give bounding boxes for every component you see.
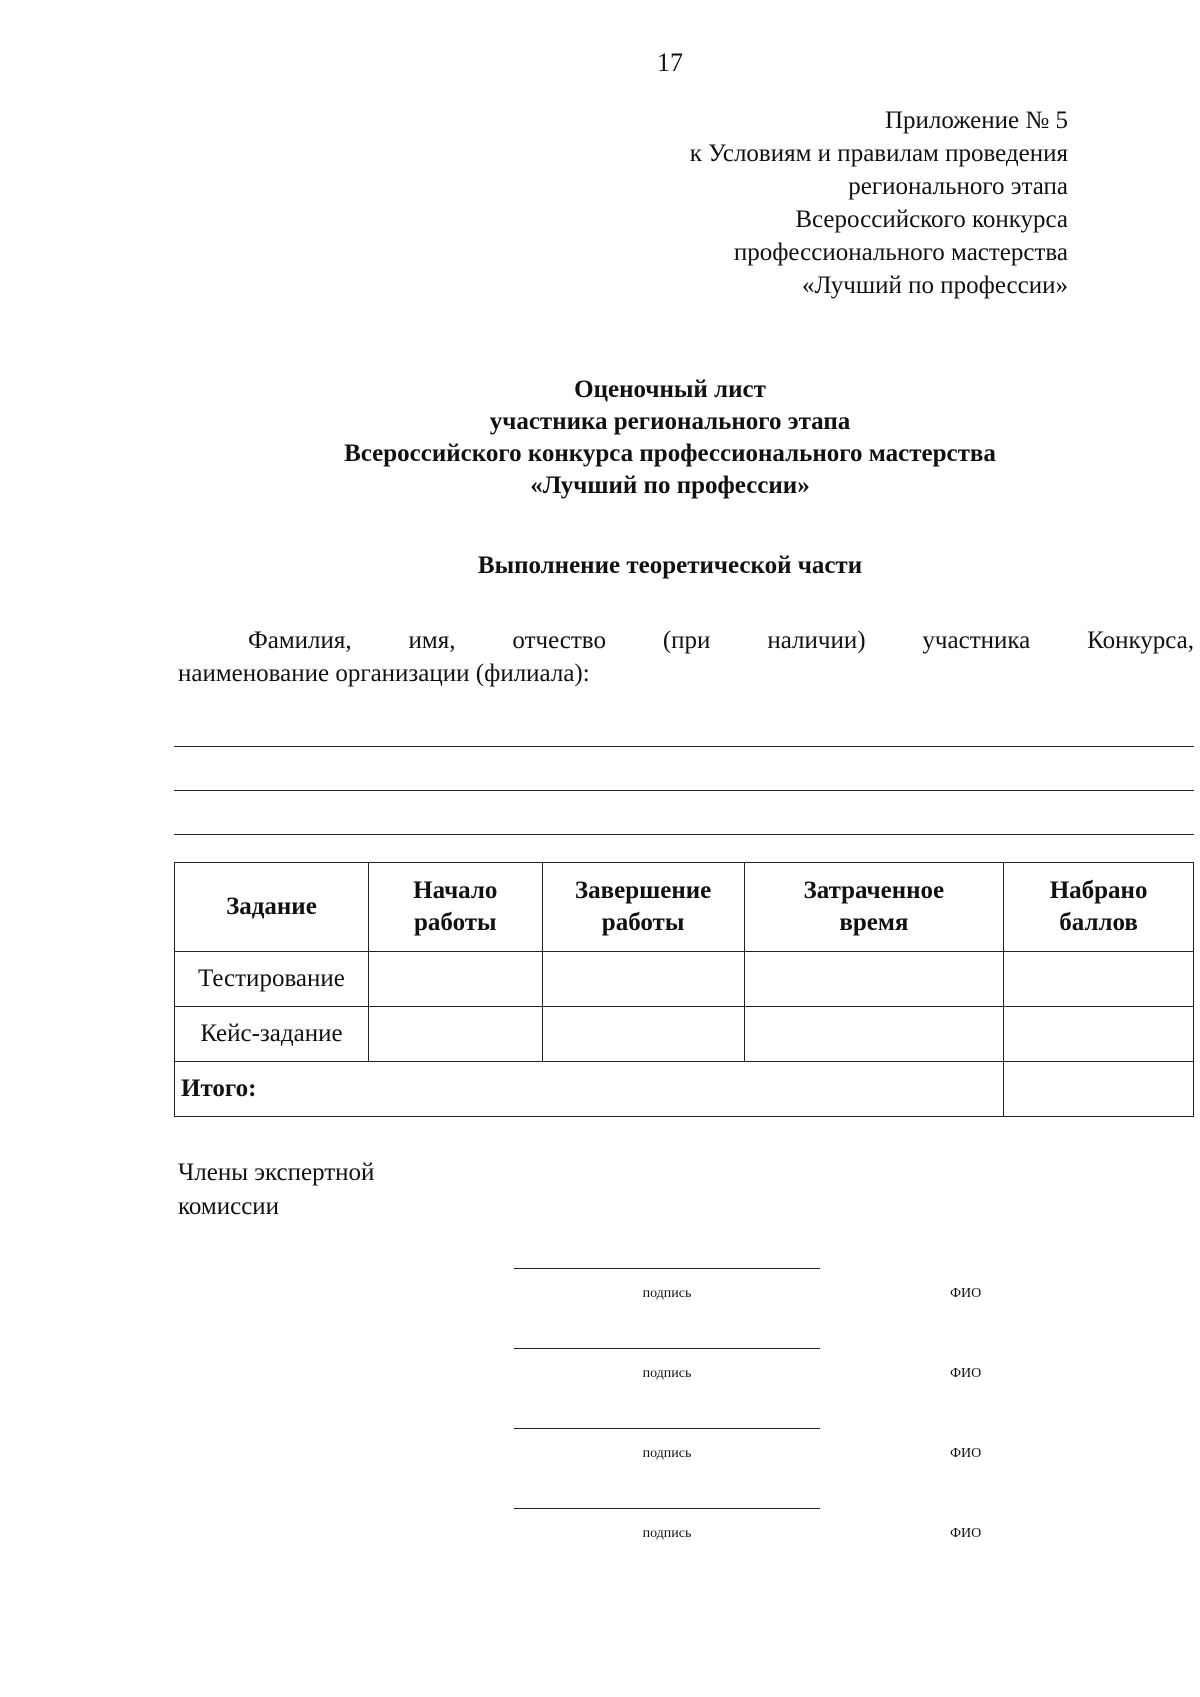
name-label: ФИО [950, 1366, 982, 1381]
appendix-header [690, 104, 1068, 302]
end-cell[interactable] [542, 1007, 744, 1062]
signature-label: подпись [642, 1286, 692, 1301]
signature-line[interactable] [514, 1428, 820, 1429]
appendix-line: Приложение № 5 [884, 107, 1068, 134]
score-cell[interactable] [1004, 1007, 1194, 1062]
time-spent-cell[interactable] [744, 1007, 1004, 1062]
participant-intro [178, 624, 1194, 690]
title-line: Оценочный лист [574, 376, 766, 403]
signature-line[interactable] [514, 1348, 820, 1349]
appendix-line: регионального этапа [848, 173, 1068, 200]
name-label: ФИО [950, 1446, 982, 1461]
appendix-line: Всероссийского конкурса [795, 206, 1068, 233]
name-label: ФИО [950, 1286, 982, 1301]
title-line: «Лучший по профессии» [530, 472, 810, 499]
header-task: Задание [175, 863, 369, 952]
page-number: 17 [657, 48, 683, 77]
end-cell[interactable] [542, 952, 744, 1007]
row-task-label: Тестирование [175, 952, 369, 1007]
signature-line[interactable] [514, 1508, 820, 1509]
signature-label: подпись [642, 1366, 692, 1381]
fill-in-line[interactable] [174, 834, 1194, 835]
intro-line: Фамилия, имя, отчество (при наличии) участника Конкурса, [248, 627, 1194, 654]
header-score: Набрано баллов [1004, 863, 1194, 952]
table-row [175, 1007, 1194, 1062]
intro-line: наименование организации (филиала): [178, 660, 590, 687]
document-title [0, 374, 1200, 502]
expert-commission-label [178, 1156, 374, 1224]
header-end: Завершение работы [542, 863, 744, 952]
header-time-spent: Затраченное время [744, 863, 1004, 952]
section-subtitle: Выполнение теоретической части [477, 552, 863, 579]
total-score-cell[interactable] [1004, 1062, 1194, 1117]
table-header-row [175, 863, 1194, 952]
total-label: Итого: [175, 1062, 1004, 1117]
table-total-row [175, 1062, 1194, 1117]
signature-label: подпись [642, 1526, 692, 1541]
appendix-line: профессионального мастерства [733, 239, 1068, 266]
header-start: Начало работы [368, 863, 542, 952]
title-line: участника регионального этапа [489, 408, 851, 435]
table-row [175, 952, 1194, 1007]
experts-line: Члены экспертной [178, 1159, 375, 1186]
experts-line: комиссии [178, 1193, 280, 1220]
appendix-line: «Лучший по профессии» [801, 272, 1068, 299]
signature-line[interactable] [514, 1268, 820, 1269]
fill-in-line[interactable] [174, 746, 1194, 747]
appendix-line: к Условиям и правилам проведения [689, 140, 1068, 167]
results-table [174, 862, 1194, 1117]
row-task-label: Кейс-задание [175, 1007, 369, 1062]
time-spent-cell[interactable] [744, 952, 1004, 1007]
start-cell[interactable] [368, 952, 542, 1007]
start-cell[interactable] [368, 1007, 542, 1062]
signature-label: подпись [642, 1446, 692, 1461]
score-cell[interactable] [1004, 952, 1194, 1007]
title-line: Всероссийского конкурса профессионального мастерства [344, 440, 996, 467]
name-label: ФИО [950, 1526, 982, 1541]
fill-in-line[interactable] [174, 790, 1194, 791]
